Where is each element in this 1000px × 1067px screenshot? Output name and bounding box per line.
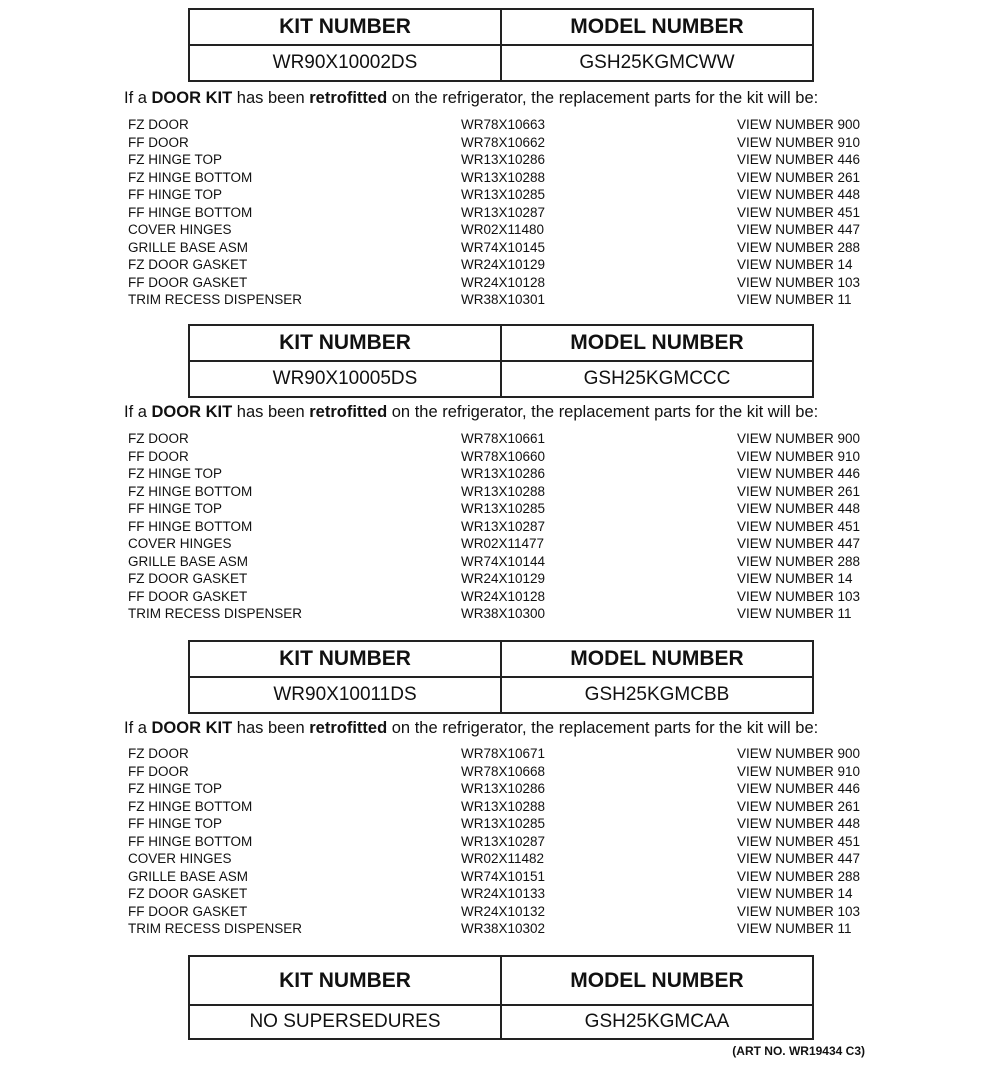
view-number: VIEW NUMBER 288 bbox=[737, 553, 861, 569]
model-number-value: GSH25KGMCAA bbox=[500, 1006, 812, 1038]
kit-table-2 bbox=[188, 324, 814, 398]
part-number: WR13X10288 bbox=[461, 483, 546, 499]
retrofit-note-3 bbox=[124, 719, 818, 738]
part-number: WR13X10286 bbox=[461, 781, 546, 796]
view-number: VIEW NUMBER 900 bbox=[737, 431, 861, 446]
part-name: FF DOOR bbox=[128, 448, 189, 464]
view-number: VIEW NUMBER 900 bbox=[737, 746, 861, 761]
part-number: WR74X10144 bbox=[461, 553, 546, 569]
part-number: WR13X10285 bbox=[461, 501, 546, 516]
part-name: FF DOOR bbox=[128, 763, 189, 779]
list-item bbox=[0, 885, 1000, 903]
model-number-value: GSH25KGMCCC bbox=[500, 362, 812, 396]
view-number: VIEW NUMBER 451 bbox=[737, 204, 861, 220]
part-number: WR13X10286 bbox=[461, 152, 546, 167]
part-number: WR24X10128 bbox=[461, 588, 546, 604]
part-name: TRIM RECESS DISPENSER bbox=[128, 606, 303, 621]
part-name: FF HINGE BOTTOM bbox=[128, 204, 253, 220]
list-item bbox=[0, 553, 1000, 571]
part-name: FZ HINGE TOP bbox=[128, 781, 223, 796]
list-item bbox=[0, 850, 1000, 868]
list-item bbox=[0, 518, 1000, 536]
view-number: VIEW NUMBER 261 bbox=[737, 169, 861, 185]
list-item bbox=[0, 448, 1000, 466]
view-number: VIEW NUMBER 11 bbox=[737, 606, 852, 621]
part-name: FF HINGE TOP bbox=[128, 501, 223, 516]
kit-number-value: WR90X10005DS bbox=[272, 368, 418, 389]
list-item bbox=[0, 780, 1000, 798]
part-number: WR13X10287 bbox=[461, 833, 546, 849]
list-item bbox=[0, 588, 1000, 606]
note-prefix: If a bbox=[124, 89, 152, 107]
kit-number-value: NO SUPERSEDURES bbox=[249, 1011, 441, 1032]
part-number: WR24X10133 bbox=[461, 886, 546, 901]
list-item bbox=[0, 169, 1000, 187]
part-number: WR24X10132 bbox=[461, 903, 546, 919]
list-item bbox=[0, 430, 1000, 448]
model-number-header: MODEL NUMBER bbox=[500, 642, 812, 676]
view-number: VIEW NUMBER 14 bbox=[737, 257, 853, 272]
kit-table-4 bbox=[188, 955, 814, 1040]
part-name: FF HINGE TOP bbox=[128, 187, 223, 202]
part-name: COVER HINGES bbox=[128, 536, 232, 551]
note-retrofitted: retrofitted bbox=[309, 89, 388, 107]
note-middle: has been bbox=[232, 403, 310, 421]
part-number: WR02X11480 bbox=[461, 222, 545, 237]
part-number: WR13X10288 bbox=[461, 169, 546, 185]
list-item bbox=[0, 151, 1000, 169]
part-name: GRILLE BASE ASM bbox=[128, 868, 249, 884]
part-name: FF DOOR GASKET bbox=[128, 588, 248, 604]
part-name: FZ HINGE TOP bbox=[128, 152, 223, 167]
part-number: WR78X10661 bbox=[461, 431, 546, 446]
kit-number-header: KIT NUMBER bbox=[279, 969, 411, 992]
model-number-header: MODEL NUMBER bbox=[500, 326, 812, 360]
note-door-kit: DOOR KIT bbox=[151, 89, 233, 107]
view-number: VIEW NUMBER 14 bbox=[737, 886, 853, 901]
note-suffix: on the refrigerator, the replacement parts for the kit will be: bbox=[387, 89, 819, 107]
list-item bbox=[0, 798, 1000, 816]
list-item bbox=[0, 186, 1000, 204]
list-item bbox=[0, 570, 1000, 588]
view-number: VIEW NUMBER 910 bbox=[737, 134, 861, 150]
list-item bbox=[0, 483, 1000, 501]
view-number: VIEW NUMBER 11 bbox=[737, 292, 852, 307]
list-item bbox=[0, 903, 1000, 921]
model-number-value: GSH25KGMCBB bbox=[500, 678, 812, 712]
parts-list-2 bbox=[0, 430, 1000, 623]
part-number: WR38X10301 bbox=[461, 292, 546, 307]
model-number-value: GSH25KGMCWW bbox=[500, 46, 812, 80]
part-name: COVER HINGES bbox=[128, 851, 232, 866]
part-name: GRILLE BASE ASM bbox=[128, 239, 249, 255]
list-item bbox=[0, 465, 1000, 483]
list-item bbox=[0, 116, 1000, 134]
list-item bbox=[0, 239, 1000, 257]
view-number: VIEW NUMBER 451 bbox=[737, 833, 861, 849]
list-item bbox=[0, 833, 1000, 851]
part-name: FF HINGE BOTTOM bbox=[128, 518, 253, 534]
view-number: VIEW NUMBER 103 bbox=[737, 903, 861, 919]
list-item bbox=[0, 221, 1000, 239]
part-name: COVER HINGES bbox=[128, 222, 232, 237]
view-number: VIEW NUMBER 910 bbox=[737, 763, 861, 779]
view-number: VIEW NUMBER 447 bbox=[737, 222, 861, 237]
note-suffix: on the refrigerator, the replacement parts for the kit will be: bbox=[387, 719, 819, 737]
part-name: FZ DOOR GASKET bbox=[128, 571, 248, 586]
list-item bbox=[0, 274, 1000, 292]
list-item bbox=[0, 920, 1000, 938]
note-retrofitted: retrofitted bbox=[309, 403, 388, 421]
kit-number-header: KIT NUMBER bbox=[279, 15, 411, 38]
model-number-header: MODEL NUMBER bbox=[500, 957, 812, 1004]
part-number: WR13X10287 bbox=[461, 518, 546, 534]
view-number: VIEW NUMBER 447 bbox=[737, 536, 861, 551]
list-item bbox=[0, 763, 1000, 781]
part-number: WR74X10145 bbox=[461, 239, 546, 255]
list-item bbox=[0, 535, 1000, 553]
note-middle: has been bbox=[232, 719, 310, 737]
part-number: WR78X10660 bbox=[461, 448, 546, 464]
view-number: VIEW NUMBER 448 bbox=[737, 816, 861, 831]
part-name: FZ DOOR bbox=[128, 431, 189, 446]
list-item bbox=[0, 605, 1000, 623]
part-name: FZ DOOR GASKET bbox=[128, 257, 248, 272]
view-number: VIEW NUMBER 451 bbox=[737, 518, 861, 534]
view-number: VIEW NUMBER 447 bbox=[737, 851, 861, 866]
note-door-kit: DOOR KIT bbox=[151, 403, 233, 421]
list-item bbox=[0, 868, 1000, 886]
view-number: VIEW NUMBER 103 bbox=[737, 274, 861, 290]
part-number: WR78X10668 bbox=[461, 763, 546, 779]
part-number: WR24X10128 bbox=[461, 274, 546, 290]
retrofit-note-1 bbox=[124, 89, 818, 108]
view-number: VIEW NUMBER 11 bbox=[737, 921, 852, 936]
note-door-kit: DOOR KIT bbox=[151, 719, 233, 737]
part-name: FF HINGE TOP bbox=[128, 816, 223, 831]
view-number: VIEW NUMBER 900 bbox=[737, 117, 861, 132]
part-name: FZ HINGE BOTTOM bbox=[128, 798, 253, 814]
kit-number-value: WR90X10011DS bbox=[273, 684, 417, 705]
view-number: VIEW NUMBER 288 bbox=[737, 868, 861, 884]
list-item bbox=[0, 134, 1000, 152]
view-number: VIEW NUMBER 448 bbox=[737, 187, 861, 202]
kit-number-value: WR90X10002DS bbox=[272, 52, 418, 73]
list-item bbox=[0, 291, 1000, 309]
list-item bbox=[0, 204, 1000, 222]
view-number: VIEW NUMBER 261 bbox=[737, 798, 861, 814]
note-prefix: If a bbox=[124, 719, 152, 737]
note-middle: has been bbox=[232, 89, 310, 107]
view-number: VIEW NUMBER 14 bbox=[737, 571, 853, 586]
list-item bbox=[0, 745, 1000, 763]
part-name: TRIM RECESS DISPENSER bbox=[128, 292, 303, 307]
part-number: WR13X10288 bbox=[461, 798, 546, 814]
part-name: FZ DOOR bbox=[128, 746, 189, 761]
part-name: FF DOOR bbox=[128, 134, 189, 150]
note-suffix: on the refrigerator, the replacement parts for the kit will be: bbox=[387, 403, 819, 421]
part-number: WR02X11482 bbox=[461, 851, 545, 866]
part-name: FF DOOR GASKET bbox=[128, 903, 248, 919]
part-number: WR02X11477 bbox=[461, 536, 545, 551]
view-number: VIEW NUMBER 446 bbox=[737, 466, 861, 481]
part-number: WR38X10302 bbox=[461, 921, 546, 936]
view-number: VIEW NUMBER 288 bbox=[737, 239, 861, 255]
view-number: VIEW NUMBER 261 bbox=[737, 483, 861, 499]
part-number: WR13X10287 bbox=[461, 204, 546, 220]
parts-list-3 bbox=[0, 745, 1000, 938]
part-name: FZ HINGE BOTTOM bbox=[128, 483, 253, 499]
note-retrofitted: retrofitted bbox=[309, 719, 388, 737]
part-number: WR13X10285 bbox=[461, 187, 546, 202]
model-number-header: MODEL NUMBER bbox=[500, 10, 812, 44]
art-number: (ART NO. WR19434 C3) bbox=[732, 1044, 865, 1058]
list-item bbox=[0, 815, 1000, 833]
part-name: FF HINGE BOTTOM bbox=[128, 833, 253, 849]
kit-number-header: KIT NUMBER bbox=[279, 647, 411, 670]
part-number: WR13X10285 bbox=[461, 816, 546, 831]
view-number: VIEW NUMBER 446 bbox=[737, 781, 861, 796]
note-prefix: If a bbox=[124, 403, 152, 421]
part-name: FZ HINGE TOP bbox=[128, 466, 223, 481]
kit-table-3 bbox=[188, 640, 814, 714]
list-item bbox=[0, 500, 1000, 518]
part-name: FF DOOR GASKET bbox=[128, 274, 248, 290]
part-number: WR38X10300 bbox=[461, 606, 546, 621]
part-number: WR78X10671 bbox=[461, 746, 546, 761]
part-number: WR24X10129 bbox=[461, 571, 546, 586]
parts-list-1 bbox=[0, 116, 1000, 309]
part-number: WR74X10151 bbox=[461, 868, 546, 884]
view-number: VIEW NUMBER 910 bbox=[737, 448, 861, 464]
part-number: WR78X10662 bbox=[461, 134, 546, 150]
kit-table-1 bbox=[188, 8, 814, 82]
part-name: FZ DOOR bbox=[128, 117, 189, 132]
retrofit-note-2 bbox=[124, 403, 818, 422]
part-name: GRILLE BASE ASM bbox=[128, 553, 249, 569]
part-name: FZ DOOR GASKET bbox=[128, 886, 248, 901]
part-number: WR78X10663 bbox=[461, 117, 546, 132]
view-number: VIEW NUMBER 446 bbox=[737, 152, 861, 167]
part-number: WR24X10129 bbox=[461, 257, 546, 272]
list-item bbox=[0, 256, 1000, 274]
part-number: WR13X10286 bbox=[461, 466, 546, 481]
view-number: VIEW NUMBER 103 bbox=[737, 588, 861, 604]
part-name: TRIM RECESS DISPENSER bbox=[128, 921, 303, 936]
kit-number-header: KIT NUMBER bbox=[279, 331, 411, 354]
view-number: VIEW NUMBER 448 bbox=[737, 501, 861, 516]
part-name: FZ HINGE BOTTOM bbox=[128, 169, 253, 185]
